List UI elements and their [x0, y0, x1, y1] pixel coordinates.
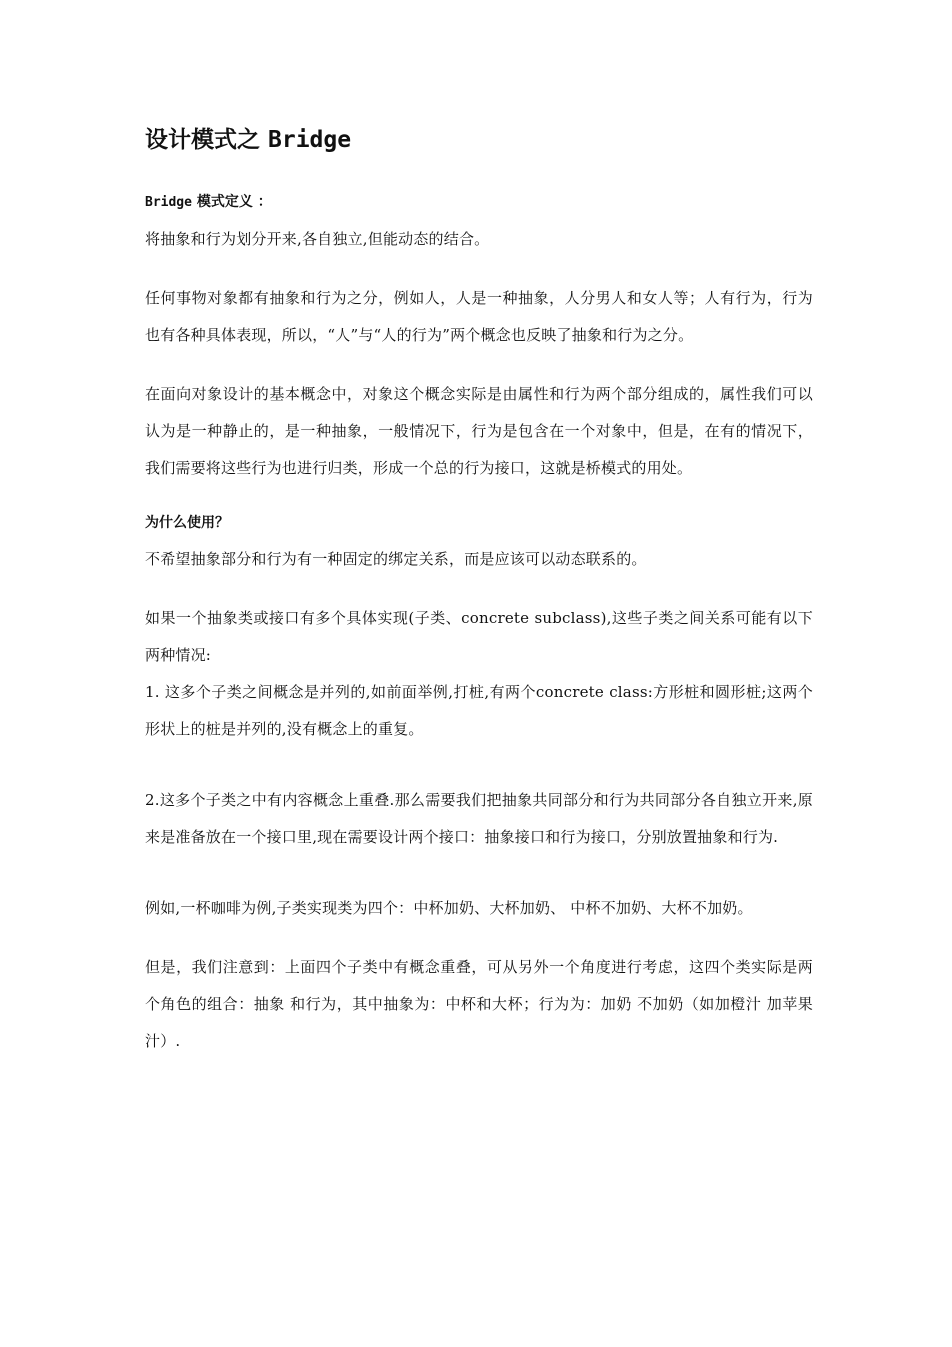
why-paragraph-1: 不希望抽象部分和行为有一种固定的绑定关系，而是应该可以动态联系的。 — [145, 550, 647, 568]
page-title — [145, 120, 813, 160]
title-latin: Bridge — [268, 127, 352, 153]
why-paragraph-3: 1. 这多个子类之间概念是并列的,如前面举例,打桩,有两个concrete class:方形桩和圆形桩;这两个形状上的桩是并列的,没有概念上的重复。 — [145, 683, 813, 738]
definition-heading-cn: 模式定义 — [196, 194, 253, 210]
document-page — [145, 120, 813, 1060]
why-paragraph-6: 但是，我们注意到：上面四个子类中有概念重叠，可从另外一个角度进行考虑，这四个类实际是两个角色的组合：抽象 和行为，其中抽象为：中杯和大杯；行为为：加奶 不加奶（如加橙汁 加苹果汁）. — [145, 958, 813, 1050]
definition-heading-latin: Bridge — [145, 195, 192, 210]
definition-paragraph-3: 在面向对象设计的基本概念中，对象这个概念实际是由属性和行为两个部分组成的，属性我们可以认为是一种静止的，是一种抽象，一般情况下，行为是包含在一个对象中，但是，在有的情况下，我们需要将这些行为也进行归类，形成一个总的行为接口，这就是桥模式的用处。 — [145, 385, 813, 477]
definition-heading-suffix: ： — [257, 194, 272, 210]
title-cn: 设计模式之 — [145, 126, 260, 153]
definition-heading — [145, 188, 813, 217]
why-paragraph-5: 例如,一杯咖啡为例,子类实现类为四个：中杯加奶、大杯加奶、 中杯不加奶、大杯不加奶。 — [145, 899, 753, 917]
definition-paragraph-2: 任何事物对象都有抽象和行为之分，例如人，人是一种抽象，人分男人和女人等；人有行为，行为也有各种具体表现，所以，“人”与“人的行为”两个概念也反映了抽象和行为之分。 — [145, 289, 813, 344]
why-heading: 为什么使用？ — [145, 515, 229, 531]
why-paragraph-4: 2.这多个子类之中有内容概念上重叠.那么需要我们把抽象共同部分和行为共同部分各自独立开来,原来是准备放在一个接口里,现在需要设计两个接口：抽象接口和行为接口，分别放置抽象和行为. — [145, 791, 813, 846]
why-paragraph-2: 如果一个抽象类或接口有多个具体实现(子类、concrete subclass),这些子类之间关系可能有以下两种情况: — [145, 609, 813, 664]
definition-paragraph-1: 将抽象和行为划分开来,各自独立,但能动态的结合。 — [145, 230, 490, 248]
